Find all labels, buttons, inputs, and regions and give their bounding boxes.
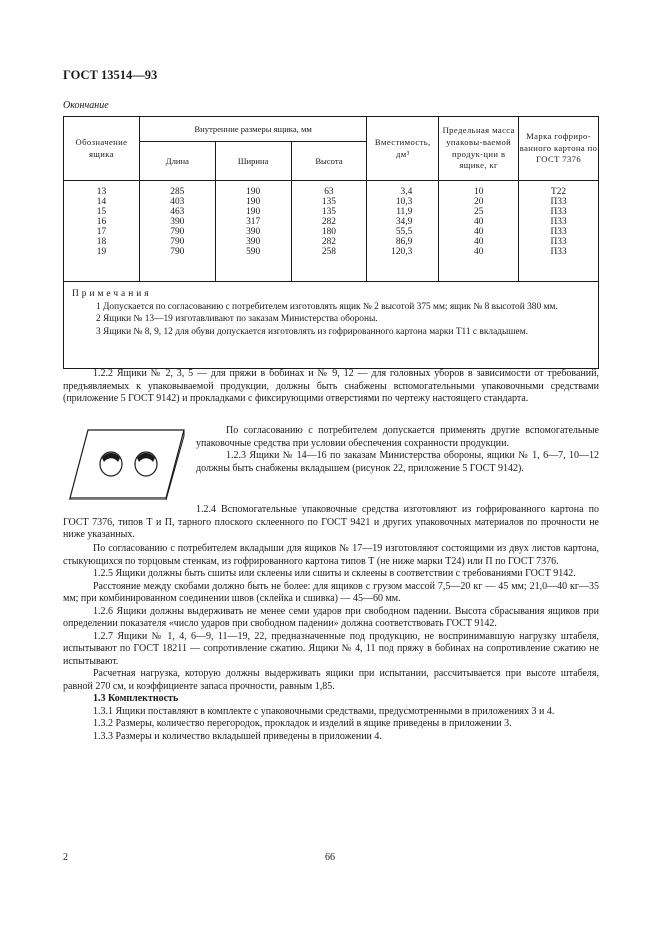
cell-id: 19	[96, 247, 107, 257]
cell-capacity: 34,9	[395, 217, 413, 227]
cell-mass: 40	[474, 247, 484, 257]
paragraph: По согласованию с потребителем допускается применять другие вспомогательные упаковочные средства при условии обеспечения сохранности продукции.	[196, 425, 599, 449]
col-header-max-mass: Предельная масса упаковы-ваемой продук-ции в ящике, кг	[439, 117, 519, 181]
cell-capacity: 11,9	[396, 207, 413, 217]
paragraph: По согласованию с потребителем вкладыши для ящиков № 17—19 изготовляют состоящими из двух листов картона, стыкующихся по торцовым стенкам, из гофрированного картона типов Т (не ниже марки Т24) или П по ГОСТ 7376.	[63, 543, 599, 567]
cell-carton: П33	[550, 237, 567, 247]
col-designation	[64, 181, 140, 282]
cell-length: 285	[170, 187, 185, 197]
paragraph: 1.2.5 Ящики должны быть сшиты или склеены или сшиты и склеены в соответствии с требованиями ГОСТ 9142.	[93, 568, 576, 579]
cell-capacity: 120,3	[391, 247, 413, 257]
col-max-mass	[439, 181, 519, 282]
col-length	[139, 181, 215, 282]
cell-carton: П33	[550, 247, 567, 257]
col-header-length: Длина	[139, 142, 215, 181]
cell-width: 317	[246, 217, 261, 227]
paragraph: 1.2.2 Ящики № 2, 3, 5 — для пряжи в бобинах и № 9, 12 — для головных уборов в зависимости от требований, предъявляемых к упаковываемой продукции, должны быть снабжены вспомогательными упаковочными средствами (приложение 5 ГОСТ 9142) и прокладками с фиксирующими отверстиями по чертежу настоящего стандарта.	[63, 368, 599, 404]
cell-length: 390	[170, 217, 185, 227]
cell-mass: 40	[474, 227, 484, 237]
table-continuation-label: Окончание	[63, 100, 109, 111]
cell-mass: 25	[474, 207, 484, 217]
text-block-mid	[63, 504, 599, 542]
cell-height: 282	[321, 237, 336, 247]
cell-width: 190	[246, 207, 261, 217]
cell-length: 790	[170, 237, 185, 247]
paragraph: 1.3.1 Ящики поставляют в комплекте с упаковочными средствами, предусмотренными в приложениях 3 и 4.	[93, 705, 555, 717]
paragraph: 1.2.7 Ящики № 1, 4, 6—9, 11—19, 22, предназначенные под продукцию, не воспринимавшую нагрузку штабеля, испытывают по ГОСТ 18211 — сопротивление сжатию. Ящики № 4, 11 под пряжу в бобинах на сопротивление сжатию не испытывают.	[63, 630, 599, 667]
cell-mass: 40	[474, 237, 484, 247]
table-notes	[64, 282, 599, 369]
cell-length: 790	[170, 247, 185, 257]
text-block-top	[63, 368, 599, 406]
cell-capacity: 86,9	[395, 237, 413, 247]
insert-pad-figure	[66, 428, 186, 500]
cell-id: 17	[96, 227, 107, 237]
paragraph: Расчетная нагрузка, которую должны выдерживать ящики при испытании, рассчитывается при высоте штабеля, равной 270 см, и коэффициенте запаса прочности, равным 1,85.	[63, 668, 599, 692]
cell-mass: 40	[474, 217, 484, 227]
cell-width: 190	[246, 187, 261, 197]
cell-carton: П33	[550, 197, 567, 207]
note-item: 3 Ящики № 8, 9, 12 для обуви допускается изготовлять из гофрированного картона марки Т11 с вкладышем.	[96, 326, 528, 337]
cell-height: 258	[321, 247, 336, 257]
col-capacity	[367, 181, 439, 282]
cell-carton: П33	[550, 207, 567, 217]
paragraph: 1.2.4 Вспомогательные упаковочные средства изготовляют из гофрированного картона по ГОСТ 7376, типов Т и П, тарного плоского склеенного по ГОСТ 9421 и других упаковочных материалов по прочности не ниже указанных.	[63, 504, 599, 540]
col-header-carton: Марка гофриро-ванного картона по ГОСТ 7376	[519, 117, 599, 181]
col-header-capacity: Вместимость, дм³	[367, 117, 439, 181]
paragraph: 1.2.6 Ящики должны выдерживать не менее семи ударов при свободном падении. Высота сбрасывания ящиков при определении показателя «число ударов при свободном падении» должна соответствовать ГОСТ 9142.	[63, 605, 599, 629]
cell-carton: Т22	[551, 187, 567, 197]
note-item: 2 Ящики № 13—19 изготавливают по заказам Министерства обороны.	[96, 314, 378, 325]
cell-id: 13	[96, 187, 107, 197]
cell-width: 390	[246, 227, 261, 237]
document-title: ГОСТ 13514—93	[63, 68, 158, 82]
page-number-center: 66	[325, 852, 335, 863]
paragraph: 1.3.2 Размеры, количество перегородок, прокладок и изделий в ящике приведены в приложении 3.	[93, 718, 512, 729]
cell-carton: П33	[550, 217, 567, 227]
text-block-bottom	[63, 543, 599, 743]
page-number-left: 2	[63, 852, 68, 863]
cell-carton: П33	[550, 227, 567, 237]
col-carton	[519, 181, 599, 282]
col-height	[291, 181, 367, 282]
cell-width: 190	[246, 197, 261, 207]
cell-capacity: 55,5	[395, 227, 413, 237]
col-header-height: Высота	[291, 142, 367, 181]
cell-height: 135	[321, 197, 336, 207]
cell-capacity: 10,3	[395, 197, 413, 207]
paragraph: 1.2.3 Ящики № 14—16 по заказам Министерства обороны, ящики № 1, 6—7, 10—12 должны быть снабжены вкладышем (рисунок 22, приложение 5 ГОСТ 9142).	[196, 450, 599, 474]
col-header-inner-dims: Внутренние размеры ящика, мм	[139, 117, 366, 142]
cell-id: 16	[96, 217, 107, 227]
cell-mass: 20	[474, 197, 484, 207]
cell-height: 282	[321, 217, 336, 227]
boxes-table	[63, 116, 599, 369]
paragraph: Расстояние между скобами должно быть не более: для ящиков с грузом массой 7,5—20 кг — 45 мм; 21,0—40 кг—35 мм; при комбинированном соединении швов (склейка и сшивка) — 45—60 мм.	[63, 580, 599, 604]
cell-width: 590	[246, 247, 261, 257]
cell-id: 18	[96, 237, 107, 247]
cell-height: 63	[324, 187, 334, 197]
notes-title: Примечания	[72, 289, 152, 299]
text-block-side	[196, 425, 599, 475]
col-width	[215, 181, 291, 282]
cell-height: 180	[321, 227, 336, 237]
col-header-width: Ширина	[215, 142, 291, 181]
section-heading: 1.3 Комплектность	[93, 693, 179, 704]
cell-length: 463	[170, 207, 185, 217]
cell-id: 14	[96, 197, 107, 207]
cell-mass: 10	[474, 187, 484, 197]
cell-length: 403	[170, 197, 185, 207]
cell-length: 790	[170, 227, 185, 237]
note-item: 1 Допускается по согласованию с потребителем изготовлять ящик № 2 высотой 375 мм; ящик № 8 высотой 380 мм.	[96, 302, 558, 313]
paragraph: 1.3.3 Размеры и количество вкладышей приведены в приложении 4.	[93, 730, 382, 742]
cell-height: 135	[321, 207, 336, 217]
cell-capacity: 3,4	[400, 187, 413, 197]
cell-width: 390	[246, 237, 261, 247]
cell-id: 15	[96, 207, 107, 217]
col-header-designation: Обозначение ящика	[64, 117, 140, 181]
